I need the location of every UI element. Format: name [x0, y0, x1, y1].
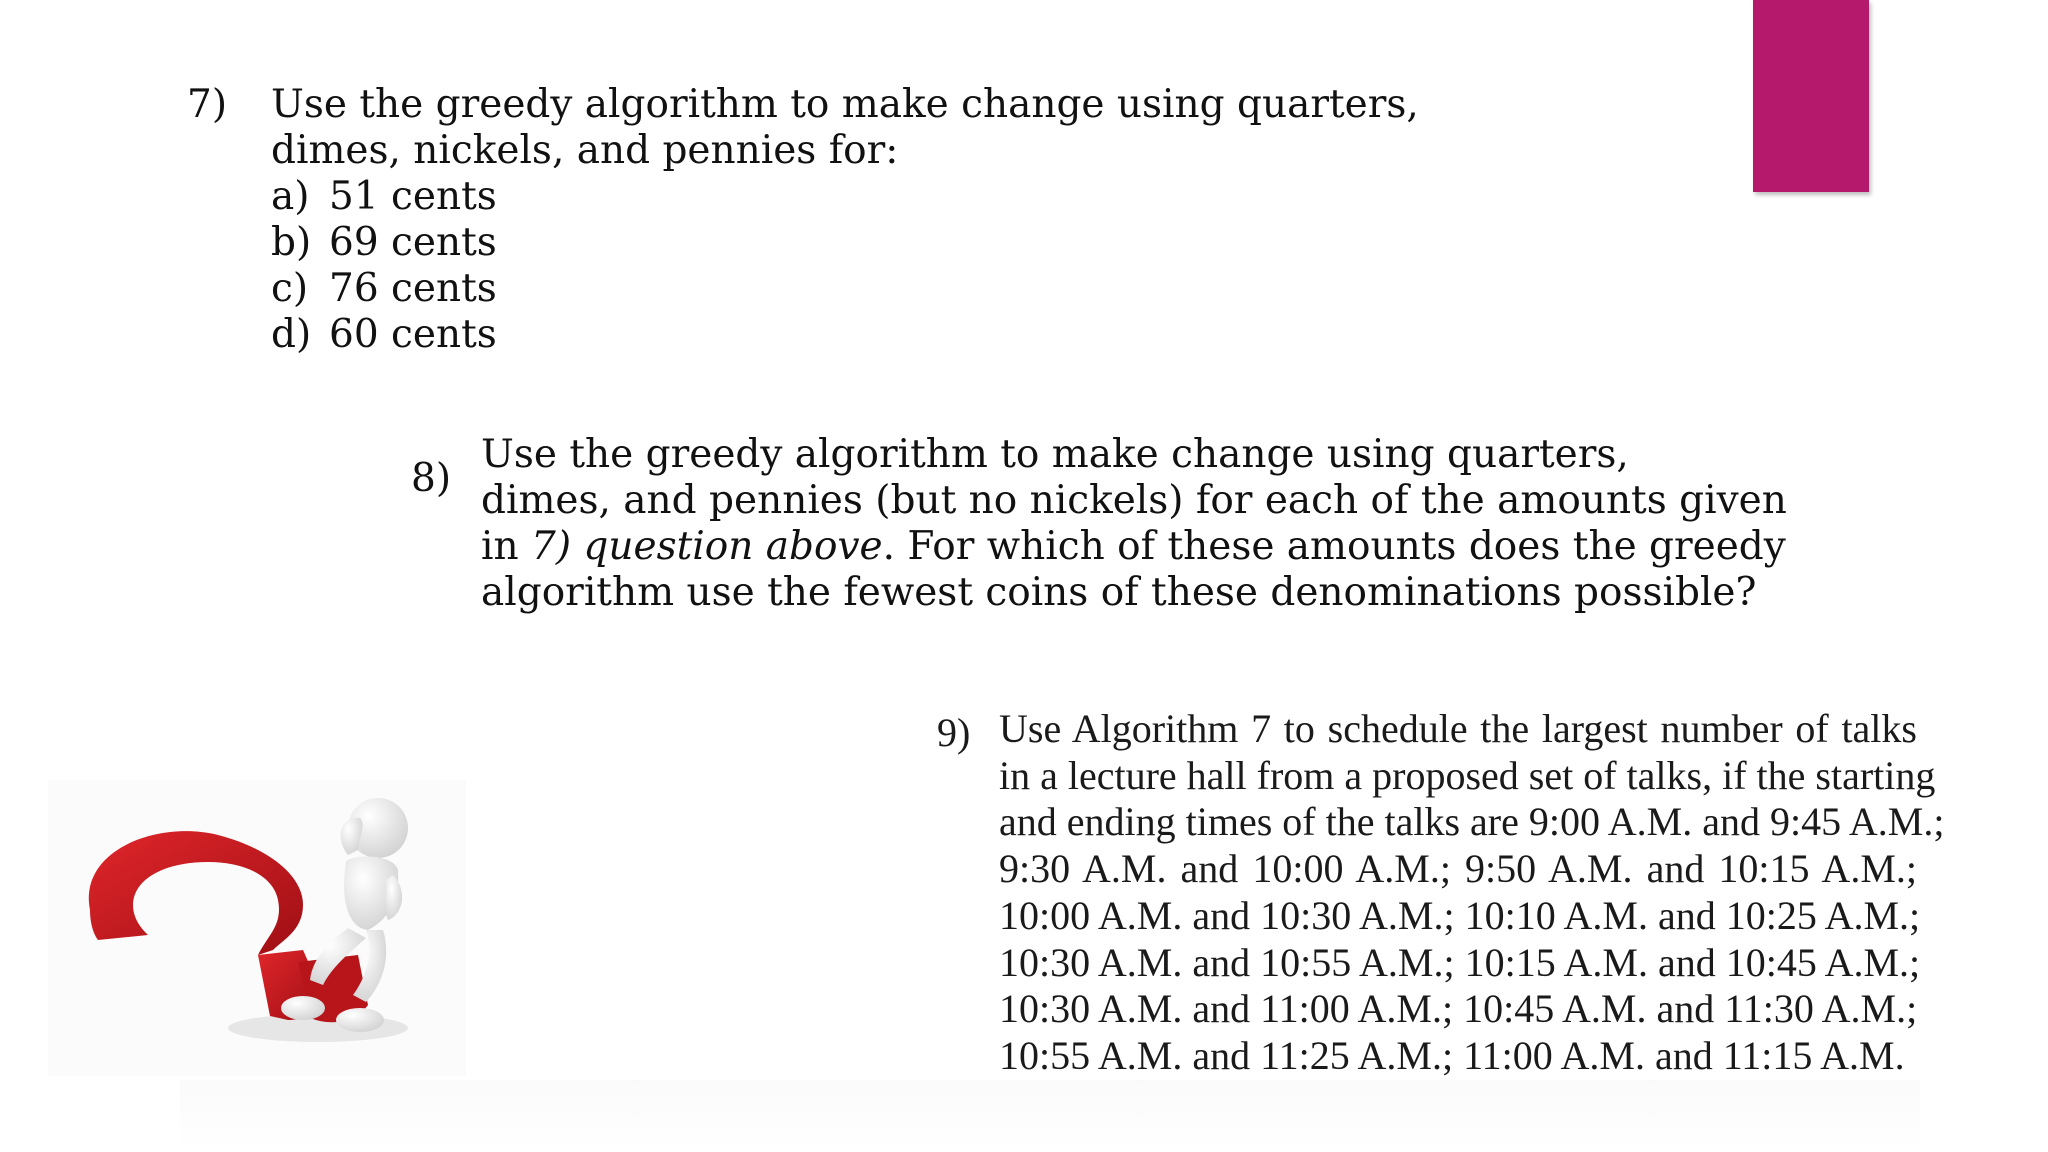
- question-7-option-d: [271, 312, 1371, 358]
- question-9-body: [999, 706, 1945, 1080]
- question-9-line-6: 10:30 A.M. and 10:55 A.M.; 10:15 A.M. and 10:45 A.M.;: [999, 939, 1921, 985]
- question-8-line-2: dimes, and pennies (but no nickels) for each of the amounts given: [481, 478, 1787, 523]
- option-text: 76 cents: [329, 266, 497, 311]
- option-label: d): [271, 312, 312, 357]
- question-8-line-3-post: . For which of these amounts does the greedy: [882, 524, 1786, 569]
- question-8-line-4: algorithm use the fewest coins of these denominations possible?: [481, 570, 1757, 615]
- option-label: b): [271, 220, 312, 265]
- question-7-option-a: [271, 174, 1371, 220]
- option-text: 51 cents: [329, 174, 497, 219]
- question-9-line-3: and ending times of the talks are 9:00 A.M. and 9:45 A.M.;: [999, 799, 1945, 845]
- footer-shadow: [180, 1080, 1920, 1152]
- question-8-line-1: Use the greedy algorithm to make change using quarters,: [481, 432, 1629, 477]
- option-text: 60 cents: [329, 312, 497, 357]
- question-8-line-3: [481, 524, 1787, 570]
- question-8-line-3-pre: in: [481, 524, 531, 569]
- accent-bar: [1753, 0, 1869, 192]
- option-label: c): [271, 266, 309, 311]
- question-9-line-8: 10:55 A.M. and 11:25 A.M.; 11:00 A.M. and 11:15 A.M.: [999, 1032, 1905, 1078]
- question-9-line-1: Use Algorithm 7 to schedule the largest number of talks: [999, 706, 1917, 751]
- question-9-number: 9): [937, 710, 971, 755]
- option-label: a): [271, 174, 310, 219]
- thinking-figure-question-mark-icon: [48, 780, 466, 1076]
- question-7-line-2: dimes, nickels, and pennies for:: [271, 128, 899, 173]
- question-7-number: 7): [187, 82, 228, 127]
- question-9-line-2: in a lecture hall from a proposed set of talks, if the starting: [999, 752, 1936, 798]
- question-7-option-b: [271, 220, 1371, 266]
- question-7-line-1: Use the greedy algorithm to make change using quarters,: [271, 82, 1419, 127]
- question-7-body: [271, 82, 1419, 358]
- question-7-option-c: [271, 266, 1371, 312]
- option-text: 69 cents: [329, 220, 497, 265]
- question-8-number: 8): [411, 456, 452, 501]
- question-9-line-4: 9:30 A.M. and 10:00 A.M.; 9:50 A.M. and 10:15 A.M.;: [999, 846, 1917, 892]
- question-8-body: [481, 432, 1787, 616]
- question-9-line-5: 10:00 A.M. and 10:30 A.M.; 10:10 A.M. and 10:25 A.M.;: [999, 892, 1921, 938]
- question-8-reference: 7) question above: [531, 524, 883, 569]
- question-9-line-7: 10:30 A.M. and 11:00 A.M.; 10:45 A.M. and 11:30 A.M.;: [999, 986, 1918, 1032]
